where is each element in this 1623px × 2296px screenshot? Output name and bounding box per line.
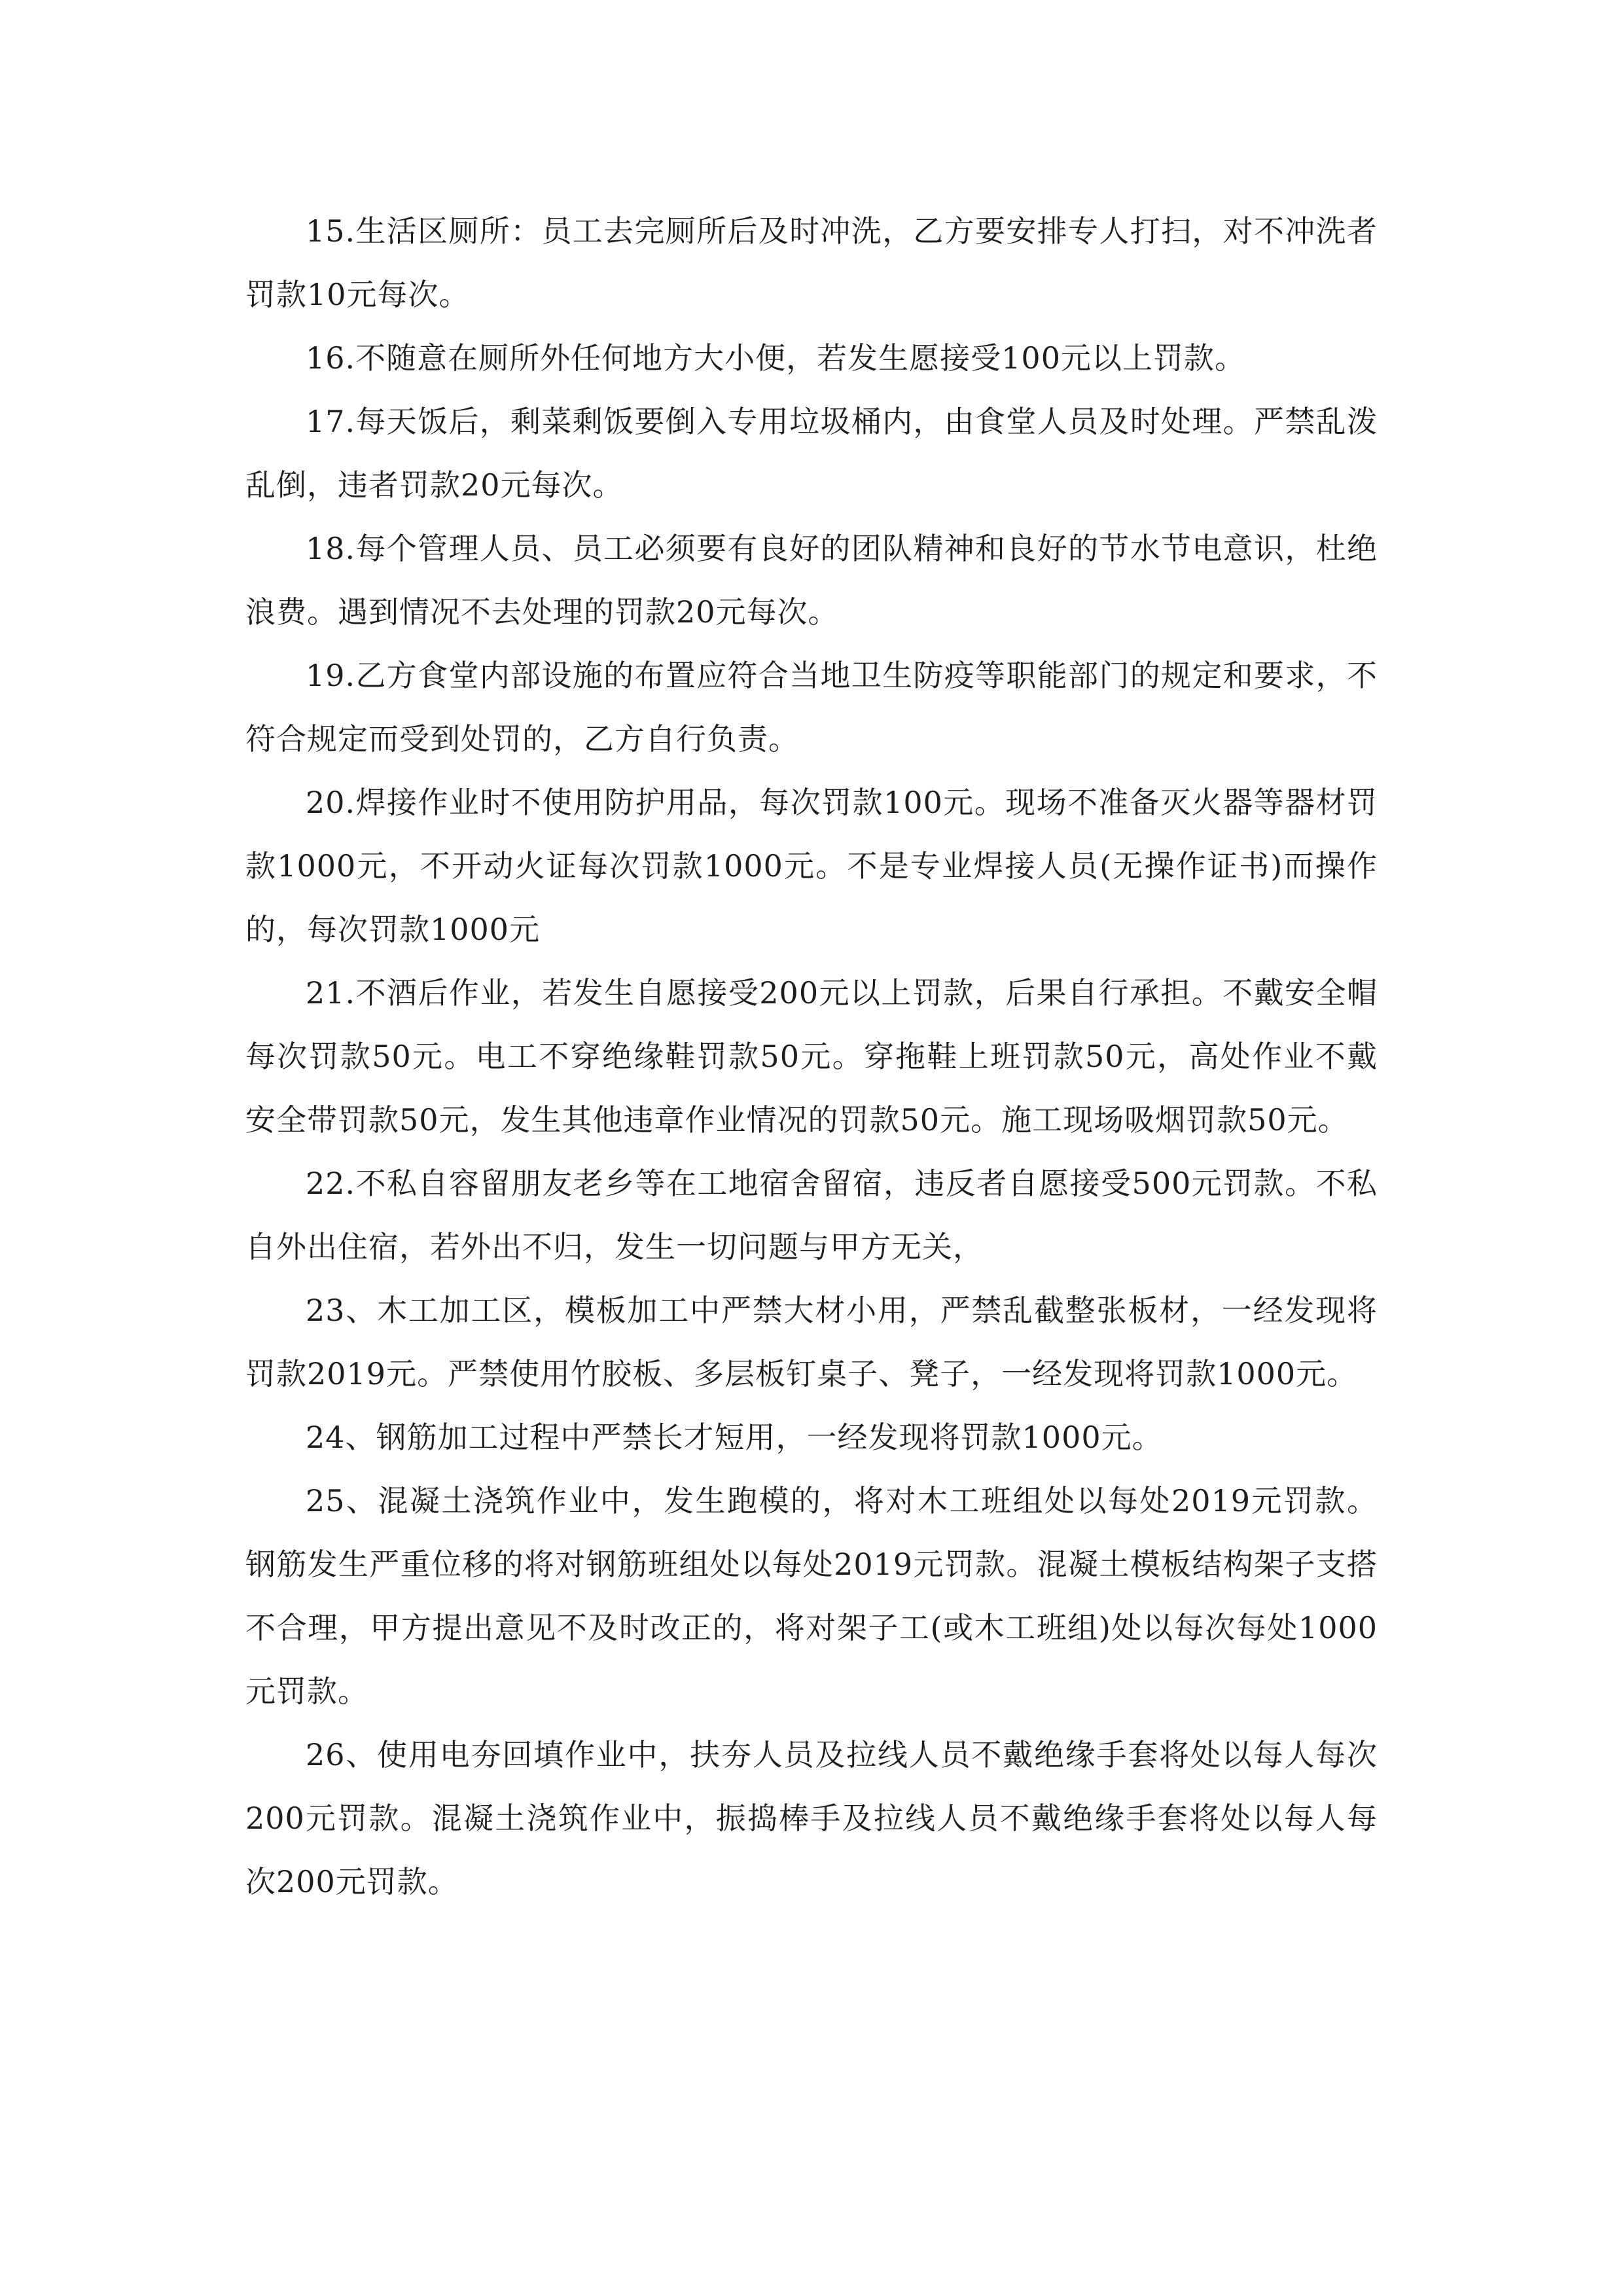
document-body [245, 200, 1378, 1914]
rule-25: 25、混凝土浇筑作业中，发生跑模的，将对木工班组处以每处2019元罚款。钢筋发生严重位移的将对钢筋班组处以每处2019元罚款。混凝土模板结构架子支搭不合理，甲方提出意见不及时改正的，将对架子工(或木工班组)处以每次每处1000元罚款。 [245, 1483, 1378, 1709]
rule-18: 18.每个管理人员、员工必须要有良好的团队精神和良好的节水节电意识，杜绝浪费。遇到情况不去处理的罚款20元每次。 [245, 531, 1378, 630]
rule-23: 23、木工加工区，模板加工中严禁大材小用，严禁乱截整张板材，一经发现将罚款2019元。严禁使用竹胶板、多层板钉桌子、凳子，一经发现将罚款1000元。 [245, 1293, 1378, 1391]
rule-20: 20.焊接作业时不使用防护用品，每次罚款100元。现场不准备灭火器等器材罚款1000元，不开动火证每次罚款1000元。不是专业焊接人员(无操作证书)而操作的，每次罚款1000元 [245, 785, 1378, 947]
rule-24: 24、钢筋加工过程中严禁长才短用，一经发现将罚款1000元。 [306, 1420, 1163, 1455]
rule-17: 17.每天饭后，剩菜剩饭要倒入专用垃圾桶内，由食堂人员及时处理。严禁乱泼乱倒，违者罚款20元每次。 [245, 404, 1378, 503]
rule-19: 19.乙方食堂内部设施的布置应符合当地卫生防疫等职能部门的规定和要求，不符合规定而受到处罚的，乙方自行负责。 [245, 658, 1378, 757]
rule-22: 22.不私自容留朋友老乡等在工地宿舍留宿，违反者自愿接受500元罚款。不私自外出住宿，若外出不归，发生一切问题与甲方无关， [245, 1166, 1378, 1265]
rule-15: 15.生活区厕所：员工去完厕所后及时冲洗，乙方要安排专人打扫，对不冲洗者罚款10元每次。 [245, 213, 1378, 312]
rule-21: 21.不酒后作业，若发生自愿接受200元以上罚款，后果自行承担。不戴安全帽每次罚款50元。电工不穿绝缘鞋罚款50元。穿拖鞋上班罚款50元，高处作业不戴安全带罚款50元，发生其他违章作业情况的罚款50元。施工现场吸烟罚款50元。 [245, 975, 1378, 1138]
rule-16: 16.不随意在厕所外任何地方大小便，若发生愿接受100元以上罚款。 [306, 340, 1245, 376]
rule-26: 26、使用电夯回填作业中，扶夯人员及拉线人员不戴绝缘手套将处以每人每次200元罚款。混凝土浇筑作业中，振捣棒手及拉线人员不戴绝缘手套将处以每人每次200元罚款。 [245, 1737, 1378, 1899]
